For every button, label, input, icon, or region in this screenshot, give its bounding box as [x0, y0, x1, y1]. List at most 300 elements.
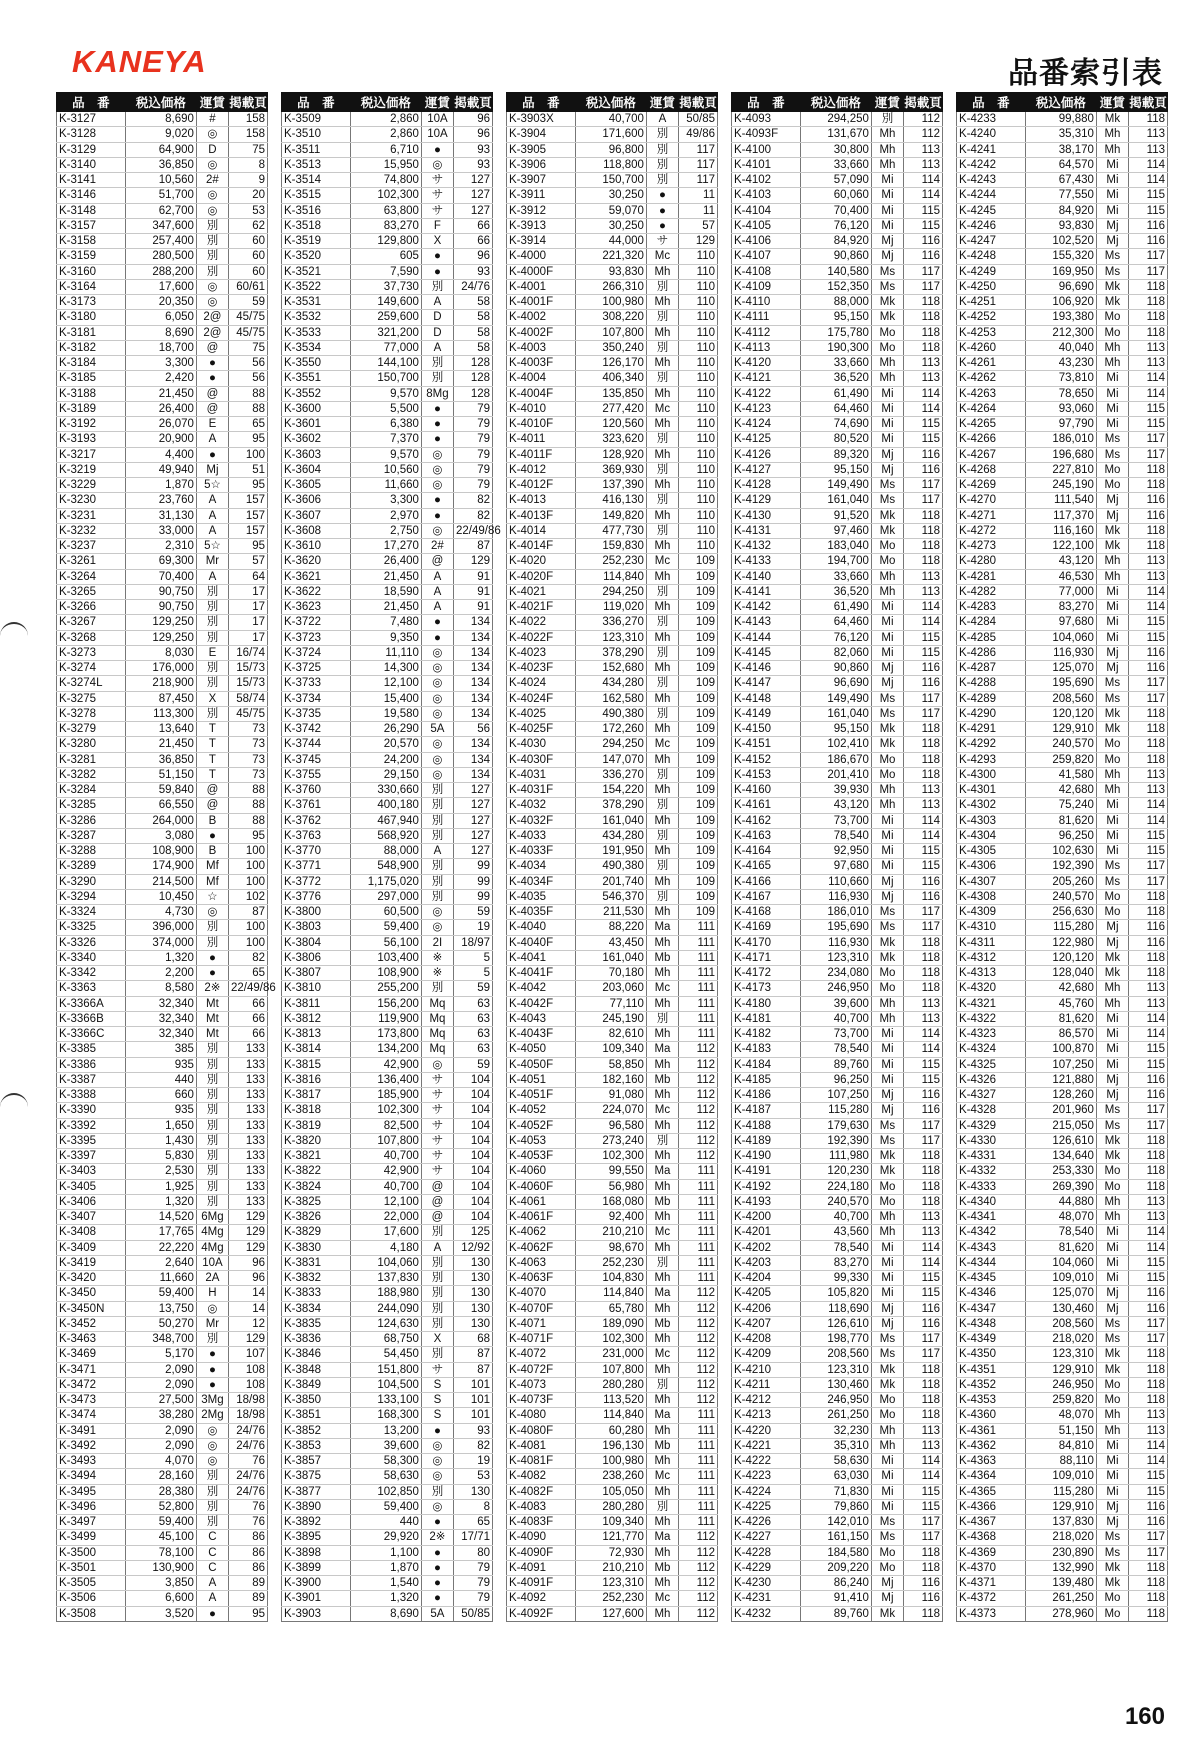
part-number: K-3826 — [282, 1210, 351, 1225]
page-ref: 114 — [903, 386, 942, 401]
shipping-code: Mi — [871, 844, 903, 859]
part-number: K-4014 — [507, 523, 576, 538]
table-row — [732, 996, 943, 1011]
table-row — [957, 676, 1168, 691]
page-ref: 115 — [1128, 1042, 1167, 1057]
price: 7,590 — [350, 264, 421, 279]
shipping-code: 別 — [646, 142, 678, 157]
price: 3,300 — [350, 493, 421, 508]
page-ref: 118 — [903, 767, 942, 782]
shipping-code: Mi — [1096, 203, 1128, 218]
table-row — [507, 310, 718, 325]
table-row — [57, 1194, 268, 1209]
table-row — [282, 661, 493, 676]
table-row — [957, 1423, 1168, 1438]
part-number: K-4120 — [732, 356, 801, 371]
price: 124,630 — [350, 1316, 421, 1331]
page-ref: 157 — [228, 508, 267, 523]
page-ref: 93 — [453, 264, 492, 279]
part-number: K-4124 — [732, 417, 801, 432]
part-number: K-4293 — [957, 752, 1026, 767]
part-number: K-3273 — [57, 645, 126, 660]
part-number: K-4149 — [732, 706, 801, 721]
table-row — [282, 310, 493, 325]
table-row — [732, 1347, 943, 1362]
page-ref: 112 — [678, 1332, 717, 1347]
part-number: K-3185 — [57, 371, 126, 386]
shipping-code: Mi — [871, 173, 903, 188]
shipping-code: Mo — [1096, 478, 1128, 493]
table-row — [57, 569, 268, 584]
table-row — [732, 249, 943, 264]
table-row — [507, 981, 718, 996]
part-number: K-3274L — [57, 676, 126, 691]
price: 252,230 — [575, 554, 646, 569]
part-number: K-4260 — [957, 340, 1026, 355]
table-row — [507, 1042, 718, 1057]
page-ref: 100 — [228, 844, 267, 859]
shipping-code: ● — [196, 447, 228, 462]
table-row — [282, 478, 493, 493]
price: 126,610 — [800, 1316, 871, 1331]
page-ref: 111 — [678, 1225, 717, 1240]
part-number: K-4090F — [507, 1545, 576, 1560]
shipping-code: 別 — [196, 264, 228, 279]
table-row — [732, 264, 943, 279]
page-ref: 113 — [1128, 554, 1167, 569]
shipping-code: Mh — [646, 1423, 678, 1438]
price: 95,150 — [800, 722, 871, 737]
part-number: K-4013 — [507, 493, 576, 508]
page-ref: 101 — [453, 1408, 492, 1423]
shipping-code: Mo — [1096, 1377, 1128, 1392]
part-number: K-3508 — [57, 1606, 126, 1621]
shipping-code: Mi — [871, 1057, 903, 1072]
table-row — [507, 920, 718, 935]
page-ref: 133 — [228, 1057, 267, 1072]
shipping-code: 別 — [646, 523, 678, 538]
price: 240,570 — [1025, 737, 1096, 752]
table-row — [957, 661, 1168, 676]
part-number: K-4288 — [957, 676, 1026, 691]
part-number: K-4269 — [957, 478, 1026, 493]
price: 115,280 — [800, 1103, 871, 1118]
shipping-code: Mo — [1096, 889, 1128, 904]
price: 210,210 — [575, 1225, 646, 1240]
price: 40,700 — [575, 112, 646, 127]
shipping-code: A — [421, 844, 453, 859]
table-row — [507, 1438, 718, 1453]
price: 137,390 — [575, 478, 646, 493]
price: 103,400 — [350, 950, 421, 965]
shipping-code: ◎ — [421, 767, 453, 782]
part-number: K-4105 — [732, 218, 801, 233]
part-number: K-3822 — [282, 1164, 351, 1179]
part-number: K-3849 — [282, 1377, 351, 1392]
shipping-code: Mi — [871, 1286, 903, 1301]
price: 252,230 — [575, 1255, 646, 1270]
shipping-code: Ms — [1096, 859, 1128, 874]
table-row — [957, 630, 1168, 645]
page-ref: 114 — [1128, 798, 1167, 813]
page-ref: 65 — [228, 966, 267, 981]
part-number: K-3831 — [282, 1255, 351, 1270]
page-ref: 110 — [678, 386, 717, 401]
shipping-code: Mi — [1096, 1438, 1128, 1453]
price: 17,600 — [125, 279, 196, 294]
table-row — [732, 1408, 943, 1423]
shipping-code: Ms — [871, 1133, 903, 1148]
part-number: K-4368 — [957, 1530, 1026, 1545]
shipping-code: Mo — [871, 1179, 903, 1194]
shipping-code: Mi — [871, 432, 903, 447]
price: 21,450 — [350, 569, 421, 584]
table-row — [957, 1591, 1168, 1606]
part-number: K-3324 — [57, 905, 126, 920]
table-row — [732, 1530, 943, 1545]
page-ref: 24/76 — [228, 1469, 267, 1484]
page-ref: 118 — [903, 950, 942, 965]
table-row — [57, 1255, 268, 1270]
part-number: K-4313 — [957, 966, 1026, 981]
page-ref: 79 — [453, 1560, 492, 1575]
page-ref: 117 — [1128, 691, 1167, 706]
price: 77,110 — [575, 996, 646, 1011]
page-ref: 118 — [903, 1545, 942, 1560]
part-number: K-4043 — [507, 1011, 576, 1026]
price: 105,820 — [800, 1286, 871, 1301]
shipping-code: Mk — [871, 1362, 903, 1377]
price: 58,300 — [350, 1454, 421, 1469]
part-number: K-3761 — [282, 798, 351, 813]
price: 89,760 — [800, 1606, 871, 1621]
price: 54,450 — [350, 1347, 421, 1362]
part-number: K-4372 — [957, 1591, 1026, 1606]
table-row — [507, 813, 718, 828]
part-number: K-4070 — [507, 1286, 576, 1301]
part-number: K-4071F — [507, 1332, 576, 1347]
page-ref: 116 — [1128, 1515, 1167, 1530]
table-row — [57, 966, 268, 981]
page-ref: 113 — [1128, 356, 1167, 371]
page-ref: 117 — [903, 1118, 942, 1133]
part-number: K-4203 — [732, 1255, 801, 1270]
part-number: K-3811 — [282, 996, 351, 1011]
shipping-code: Mj — [1096, 218, 1128, 233]
shipping-code: Mh — [1096, 1194, 1128, 1209]
table-row — [282, 706, 493, 721]
shipping-code: Mi — [1096, 386, 1128, 401]
table-row — [282, 600, 493, 615]
table-row — [957, 859, 1168, 874]
table-row — [282, 386, 493, 401]
page-ref: 79 — [453, 417, 492, 432]
part-number: K-3158 — [57, 234, 126, 249]
price: 104,060 — [350, 1255, 421, 1270]
price: 18,590 — [350, 584, 421, 599]
part-number: K-3366A — [57, 996, 126, 1011]
page-ref: 110 — [678, 295, 717, 310]
table-row — [57, 127, 268, 142]
table-row — [57, 889, 268, 904]
page-ref: 109 — [678, 630, 717, 645]
price: 58,850 — [575, 1057, 646, 1072]
table-row — [57, 1057, 268, 1072]
page-ref: 134 — [453, 691, 492, 706]
page-ref: 110 — [678, 447, 717, 462]
page-ref: 118 — [903, 1560, 942, 1575]
price: 186,010 — [1025, 432, 1096, 447]
shipping-code: Ms — [1096, 1545, 1128, 1560]
part-number: K-3830 — [282, 1240, 351, 1255]
page-ref: 51 — [228, 462, 267, 477]
part-number: K-3141 — [57, 173, 126, 188]
shipping-code: 別 — [646, 676, 678, 691]
part-number: K-4051 — [507, 1072, 576, 1087]
page-ref: 82 — [228, 950, 267, 965]
table-row — [732, 356, 943, 371]
shipping-code: H — [196, 1286, 228, 1301]
page-ref: 114 — [903, 401, 942, 416]
shipping-code: Ms — [1096, 432, 1128, 447]
page-ref: 115 — [1128, 630, 1167, 645]
shipping-code: Mh — [1096, 981, 1128, 996]
shipping-code: Mh — [646, 1393, 678, 1408]
table-row — [282, 783, 493, 798]
table-row — [507, 752, 718, 767]
part-number: K-3281 — [57, 752, 126, 767]
shipping-code: ◎ — [421, 905, 453, 920]
shipping-code: Mh — [871, 1210, 903, 1225]
part-number: K-4373 — [957, 1606, 1026, 1621]
table-row — [282, 966, 493, 981]
shipping-code: Mf — [196, 874, 228, 889]
table-row — [57, 600, 268, 615]
page-ref: 102 — [228, 889, 267, 904]
table-row — [507, 218, 718, 233]
table-row — [957, 1027, 1168, 1042]
page-ref: 110 — [678, 371, 717, 386]
shipping-code: Mj — [871, 1301, 903, 1316]
table-row — [732, 676, 943, 691]
page-ref: 109 — [678, 859, 717, 874]
price: 42,680 — [1025, 783, 1096, 798]
table-row — [507, 417, 718, 432]
price: 218,900 — [125, 676, 196, 691]
table-row — [282, 1377, 493, 1392]
part-number: K-4121 — [732, 371, 801, 386]
price: 109,340 — [575, 1515, 646, 1530]
shipping-code: Mk — [1096, 523, 1128, 538]
part-number: K-3763 — [282, 828, 351, 843]
page-ref: 115 — [1128, 417, 1167, 432]
page-ref: 110 — [678, 340, 717, 355]
table-row — [57, 1347, 268, 1362]
part-number: K-4333 — [957, 1179, 1026, 1194]
page-ref: 66 — [453, 234, 492, 249]
table-row — [732, 386, 943, 401]
table-header-row — [282, 93, 493, 112]
price: 277,420 — [575, 401, 646, 416]
part-number: K-4133 — [732, 554, 801, 569]
page-ref: 53 — [228, 203, 267, 218]
table-row — [57, 1011, 268, 1026]
page-ref: 118 — [903, 966, 942, 981]
price: 36,850 — [125, 157, 196, 172]
table-row — [282, 645, 493, 660]
price: 201,740 — [575, 874, 646, 889]
price: 9,020 — [125, 127, 196, 142]
table-row — [282, 1164, 493, 1179]
shipping-code: ◎ — [196, 905, 228, 920]
part-number: K-3850 — [282, 1393, 351, 1408]
part-number: K-4161 — [732, 798, 801, 813]
shipping-code: # — [196, 112, 228, 127]
shipping-code: 10A — [421, 112, 453, 127]
table-row — [957, 1576, 1168, 1591]
part-number: K-3500 — [57, 1545, 126, 1560]
price: 38,280 — [125, 1408, 196, 1423]
column-header: 掲載頁 — [228, 93, 267, 112]
price: 3,080 — [125, 828, 196, 843]
shipping-code: 別 — [196, 1088, 228, 1103]
page-ref: 118 — [1128, 1560, 1167, 1575]
column-header: 税込価格 — [350, 93, 421, 112]
shipping-code: Ms — [871, 1530, 903, 1545]
page-ref: 111 — [678, 966, 717, 981]
part-number: K-4042F — [507, 996, 576, 1011]
page-ref: 93 — [453, 142, 492, 157]
shipping-code: Mh — [871, 142, 903, 157]
page-ref: 110 — [678, 417, 717, 432]
page-ref: 113 — [903, 569, 942, 584]
table-row — [732, 584, 943, 599]
part-number: K-3173 — [57, 295, 126, 310]
part-number: K-3610 — [282, 539, 351, 554]
page-ref: 113 — [903, 1210, 942, 1225]
part-number: K-4362 — [957, 1438, 1026, 1453]
price: 195,690 — [1025, 676, 1096, 691]
price: 149,600 — [350, 295, 421, 310]
price: 161,040 — [575, 813, 646, 828]
part-number: K-4041 — [507, 950, 576, 965]
table-row — [282, 1484, 493, 1499]
shipping-code: ● — [196, 1347, 228, 1362]
part-number: K-3906 — [507, 157, 576, 172]
part-number: K-4188 — [732, 1118, 801, 1133]
part-number: K-3193 — [57, 432, 126, 447]
table-row — [507, 1332, 718, 1347]
price: 246,950 — [1025, 1377, 1096, 1392]
price: 11,110 — [350, 645, 421, 660]
shipping-code: Mo — [1096, 1591, 1128, 1606]
part-number: K-4033F — [507, 844, 576, 859]
price: 43,230 — [1025, 356, 1096, 371]
page-ref: 109 — [678, 874, 717, 889]
shipping-code: Mo — [871, 554, 903, 569]
page-ref: 66 — [453, 218, 492, 233]
price: 4,730 — [125, 905, 196, 920]
shipping-code: 別 — [421, 1316, 453, 1331]
shipping-code: Mc — [646, 1225, 678, 1240]
table-row — [957, 966, 1168, 981]
table-row — [282, 1347, 493, 1362]
table-row — [57, 1362, 268, 1377]
price: 97,680 — [1025, 615, 1096, 630]
page-ref: 114 — [1128, 1225, 1167, 1240]
column-header: 品 番 — [282, 93, 351, 112]
price: 76,120 — [800, 630, 871, 645]
part-number: K-3803 — [282, 920, 351, 935]
price: 1,100 — [350, 1545, 421, 1560]
page-ref: 130 — [453, 1484, 492, 1499]
page-ref: 87 — [453, 1347, 492, 1362]
part-number: K-3267 — [57, 615, 126, 630]
table-row — [732, 401, 943, 416]
price: 64,460 — [800, 401, 871, 416]
shipping-code: Mh — [871, 584, 903, 599]
part-number: K-3835 — [282, 1316, 351, 1331]
price: 2,860 — [350, 112, 421, 127]
table-row — [507, 1454, 718, 1469]
shipping-code: Mh — [646, 630, 678, 645]
table-row — [282, 1088, 493, 1103]
shipping-code: T — [196, 722, 228, 737]
price: 36,520 — [800, 584, 871, 599]
shipping-code: Mo — [871, 981, 903, 996]
price: 190,300 — [800, 340, 871, 355]
shipping-code: 別 — [196, 1515, 228, 1530]
price: 191,950 — [575, 844, 646, 859]
page-ref: 96 — [453, 112, 492, 127]
table-row — [732, 630, 943, 645]
table-row — [507, 706, 718, 721]
part-number: K-3832 — [282, 1271, 351, 1286]
table-row — [57, 981, 268, 996]
shipping-code: ● — [421, 1591, 453, 1606]
page-ref: 112 — [678, 1072, 717, 1087]
part-number: K-4312 — [957, 950, 1026, 965]
price: 37,730 — [350, 279, 421, 294]
table-row — [957, 1271, 1168, 1286]
page-ref: 117 — [1128, 432, 1167, 447]
part-number: K-3608 — [282, 523, 351, 538]
page-ref: 116 — [903, 889, 942, 904]
page-ref: 117 — [1128, 447, 1167, 462]
shipping-code: ● — [421, 630, 453, 645]
table-row — [957, 142, 1168, 157]
price: 26,290 — [350, 722, 421, 737]
page-ref: 76 — [228, 1515, 267, 1530]
part-number: K-3229 — [57, 478, 126, 493]
price: 64,570 — [1025, 157, 1096, 172]
shipping-code: @ — [196, 386, 228, 401]
shipping-code: Mq — [421, 1011, 453, 1026]
price: 107,800 — [350, 1133, 421, 1148]
table-row — [57, 1179, 268, 1194]
table-row — [732, 722, 943, 737]
page-ref: 115 — [903, 203, 942, 218]
part-number: K-3390 — [57, 1103, 126, 1118]
price: 45,760 — [1025, 996, 1096, 1011]
price: 22,220 — [125, 1240, 196, 1255]
page-ref: 118 — [1128, 539, 1167, 554]
part-number: K-3607 — [282, 508, 351, 523]
shipping-code: Mh — [646, 691, 678, 706]
table-row — [507, 783, 718, 798]
page-ref: 133 — [228, 1179, 267, 1194]
table-row — [57, 1332, 268, 1347]
